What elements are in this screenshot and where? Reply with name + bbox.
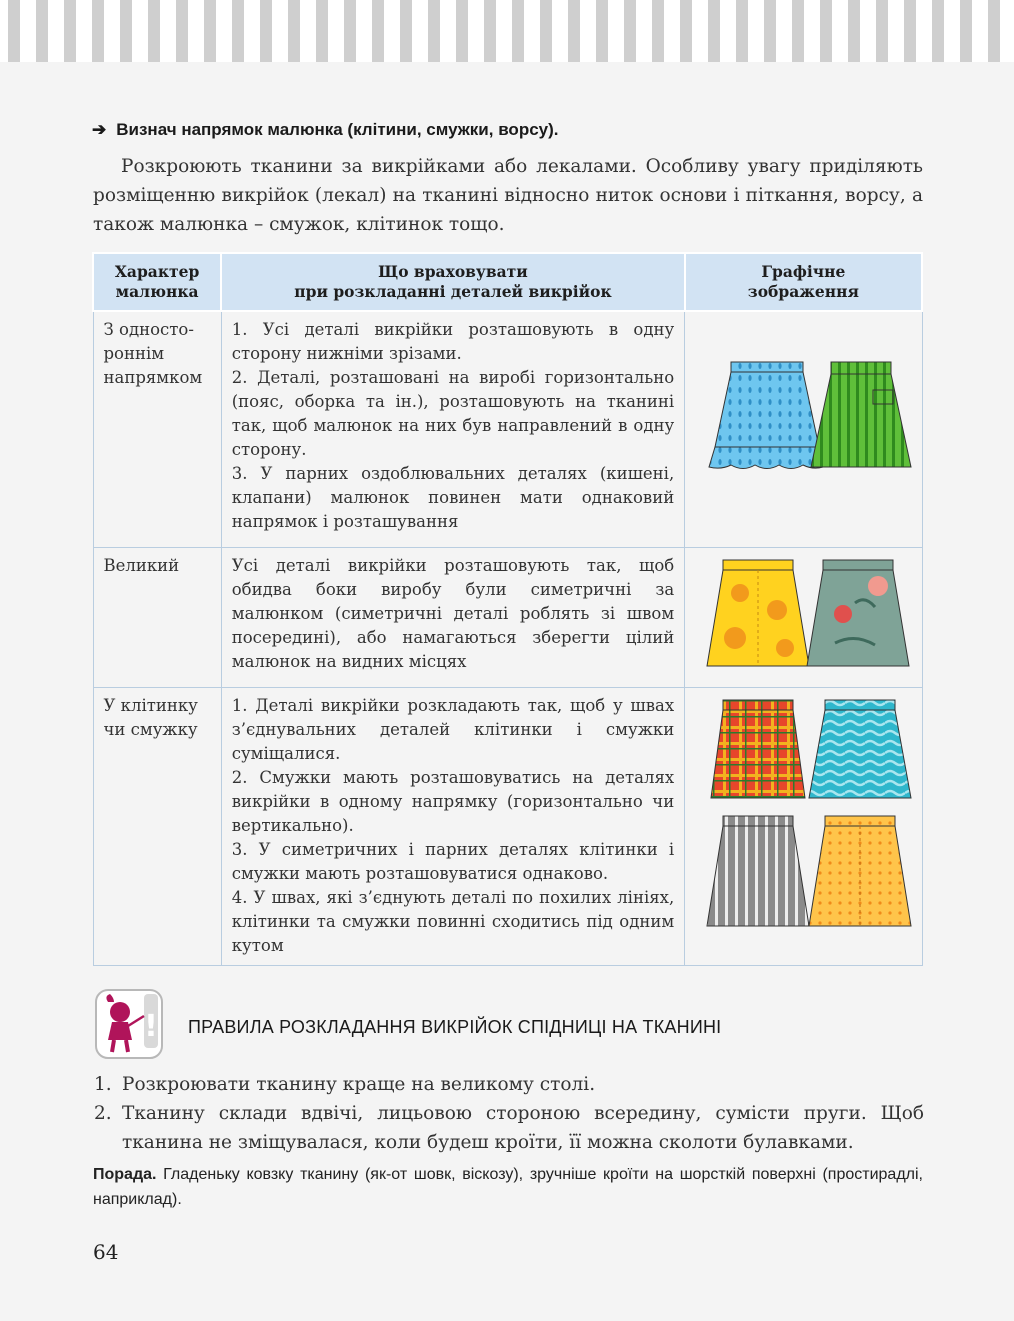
table-row	[93, 688, 922, 966]
page-number: 64	[93, 1240, 119, 1264]
row-kind: У клітинку чи смужку	[93, 688, 221, 966]
instruction-bullet	[92, 120, 559, 140]
row-text: 1. Усі деталі викрійки розташовують в одну сторону нижніми зрізами. 2. Деталі, розташовані на виробі горизонтально (пояс, оборка та ін.), розташовують на тканині так, щоб малюнок на них був направлений в одну сторону. 3. У парних оздоблювальних деталях (кишені, клапани) малюнок повинен мати однаковий напрямок і розташування	[221, 311, 684, 548]
header-pattern-type: Характер малюнка	[93, 253, 221, 311]
intro-paragraph: Розкроюють тканини за викрійками або лекалами. Особливу увагу приділяють розміщенню викрійок (лекал) на тканині відносно ниток основи і піткання, ворсу, а також малюнка – смужок, клітинок тощо.	[93, 156, 923, 235]
tip-label: Порада.	[93, 1166, 157, 1183]
rules-list	[92, 1070, 924, 1157]
skirt-grey-striped-icon	[707, 816, 809, 926]
table-row	[93, 311, 922, 548]
layout-rules-table	[92, 252, 923, 966]
row-text: 1. Деталі викрійки розкладають так, щоб у швах з’єднувальних деталей клітинки і смужки суміщалися. 2. Смужки мають розташовуватись на деталях викрійки в одному напрямку (горизонтально чи вертикально). 3. У симетричних і парних деталях клітинки і смужки мають розташовуватися однаково. 4. У швах, які з’єднують деталі по похилих лініях, клітинки та смужки повинні сходитись під одним кутом	[221, 688, 684, 966]
skirt-images-check-stripe	[685, 688, 922, 966]
rules-title: ПРАВИЛА РОЗКЛАДАННЯ ВИКРІЙОК СПІДНИЦІ НА ТКАНИНІ	[188, 1017, 722, 1037]
tip-paragraph	[93, 1162, 923, 1212]
header-graphic-image: Графічне зображення	[685, 253, 922, 311]
skirt-green-striped-icon	[811, 362, 911, 467]
svg-text:!: !	[144, 1009, 158, 1044]
row-kind: Великий	[93, 548, 221, 688]
header-what-to-consider: Що враховувати при розкладанні деталей викрійок	[221, 253, 684, 311]
rules-icon	[94, 988, 164, 1060]
list-item: 1. Розкроювати тканину краще на великому столі.	[94, 1074, 596, 1095]
skirt-yellow-floral-icon	[707, 560, 809, 666]
instruction-text: Визнач напрямок малюнка (клітини, смужки, ворсу).	[116, 120, 559, 139]
table-header-row	[93, 253, 922, 311]
skirt-images-one-direction	[685, 311, 922, 548]
top-stripes-decoration	[0, 0, 1014, 62]
skirt-images-large-pattern	[685, 548, 922, 688]
skirt-grey-rose-icon	[807, 560, 909, 666]
skirt-dotted-icon	[709, 362, 823, 469]
skirt-orange-check-icon	[809, 816, 911, 926]
arrow-right-icon: ➔	[92, 120, 107, 139]
row-kind: З односто- роннім напрямком	[93, 311, 221, 548]
skirt-illustrations	[685, 548, 919, 680]
list-item: 2. Тканину склади вдвічі, лицьовою стороною всередину, сумісти пруги. Щоб тканина не зміщувалася, коли будеш кроїти, її можна сколоти булавками.	[94, 1103, 924, 1153]
skirt-illustrations	[685, 312, 919, 540]
tip-text: Гладеньку ковзку тканину (як-от шовк, віскозу), зручніше кроїти на шорсткій поверхні (простирадлі, наприклад).	[93, 1166, 923, 1208]
row-text: Усі деталі викрійки розташовують так, щоб обидва боки виробу були симетричні за малюнком (симетричні деталі роблять зі швом посередині), або намагаються зберегти цілий малюнок на видних місцях	[221, 548, 684, 688]
skirt-illustrations	[685, 688, 919, 958]
skirt-plaid-icon	[711, 700, 805, 798]
skirt-cyan-striped-icon	[809, 700, 911, 798]
table-row	[93, 548, 922, 688]
